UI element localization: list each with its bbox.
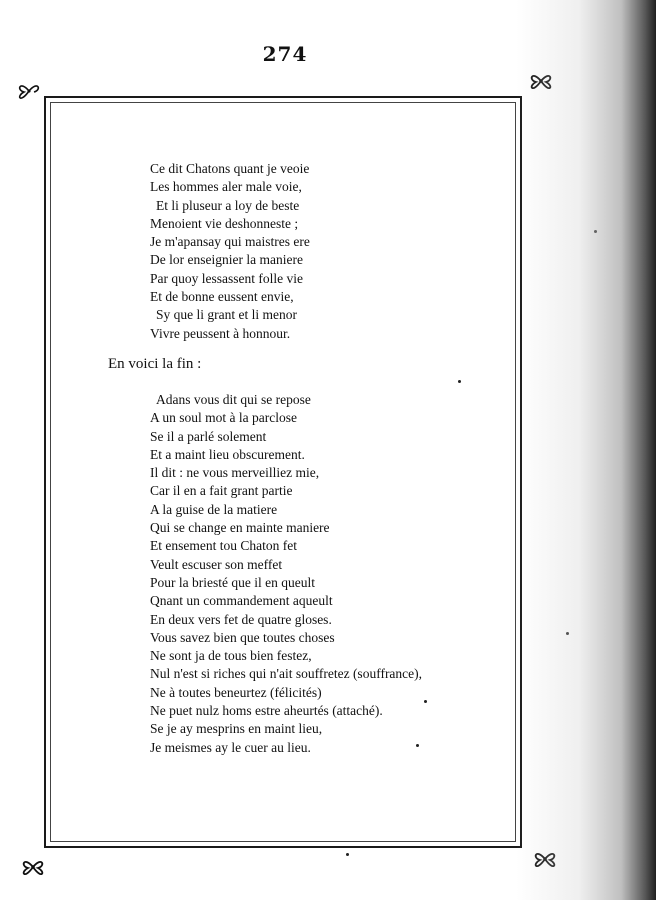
verse-line: Et ensement tou Chaton fet [150, 538, 297, 554]
verse-line: Se il a parlé solement [150, 428, 267, 444]
verse-line: Vous savez bien que toutes choses [150, 629, 335, 645]
verse-line: En deux vers fet de quatre gloses. [150, 611, 332, 627]
verse-line: De lor enseignier la maniere [150, 252, 303, 268]
stanza-two [150, 391, 422, 757]
scan-speck [566, 632, 569, 635]
fleuron-icon [18, 852, 48, 882]
fleuron-icon [530, 844, 560, 874]
verse-line: Qnant un commandement aqueult [150, 593, 333, 609]
verse-line: Et de bonne eussent envie, [150, 289, 294, 305]
verse-line: Qui se change en mainte maniere [150, 520, 330, 536]
scan-speck [346, 853, 349, 856]
verse-line: Nul n'est si riches qui n'ait souffretez (souffrance), [150, 666, 423, 682]
fleuron-icon [526, 66, 556, 96]
fleuron-icon [14, 76, 44, 106]
verse-line: Les hommes aler male voie, [150, 179, 302, 195]
section-heading: En voici la fin : [108, 356, 202, 372]
verse-line: Je m'apansay qui maistres ere [150, 234, 310, 250]
page-number: 274 [262, 42, 308, 66]
verse-line: Ne à toutes beneurtez (félicités) [150, 684, 322, 700]
verse-line: Veult escuser son meffet [150, 556, 283, 572]
scan-speck [594, 230, 597, 233]
verse-line: A un soul mot à la parclose [150, 410, 297, 426]
verse-line: Et li pluseur a loy de beste [156, 197, 300, 213]
verse-line: Par quoy lessassent folle vie [150, 270, 303, 286]
verse-line: Car il en a fait grant partie [150, 483, 293, 499]
verse-line: Vivre peussent à honnour. [150, 325, 291, 341]
verse-line: Et a maint lieu obscurement. [150, 446, 305, 462]
verse-line: Il dit : ne vous merveilliez mie, [150, 465, 320, 481]
scan-speck [424, 700, 427, 703]
scan-speck [458, 380, 461, 383]
scan-speck [416, 744, 419, 747]
verse-line: Ne sont ja de tous bien festez, [150, 648, 312, 664]
verse-line: A la guise de la matiere [150, 501, 278, 517]
verse-line: Ce dit Chatons quant je veoie [150, 161, 310, 176]
stanza-one [150, 160, 310, 343]
verse-line: Ne puet nulz homs estre aheurtés (attaché). [150, 703, 383, 719]
verse-line: Je meismes ay le cuer au lieu. [150, 739, 311, 755]
verse-line: Sy que li grant et li menor [156, 307, 297, 323]
verse-line: Se je ay mesprins en maint lieu, [150, 721, 323, 737]
verse-line: Adans vous dit qui se repose [156, 392, 311, 407]
verse-line: Pour la briesté que il en queult [150, 574, 315, 590]
verse-line: Menoient vie deshonneste ; [150, 215, 299, 231]
book-gutter-shadow [516, 0, 656, 900]
